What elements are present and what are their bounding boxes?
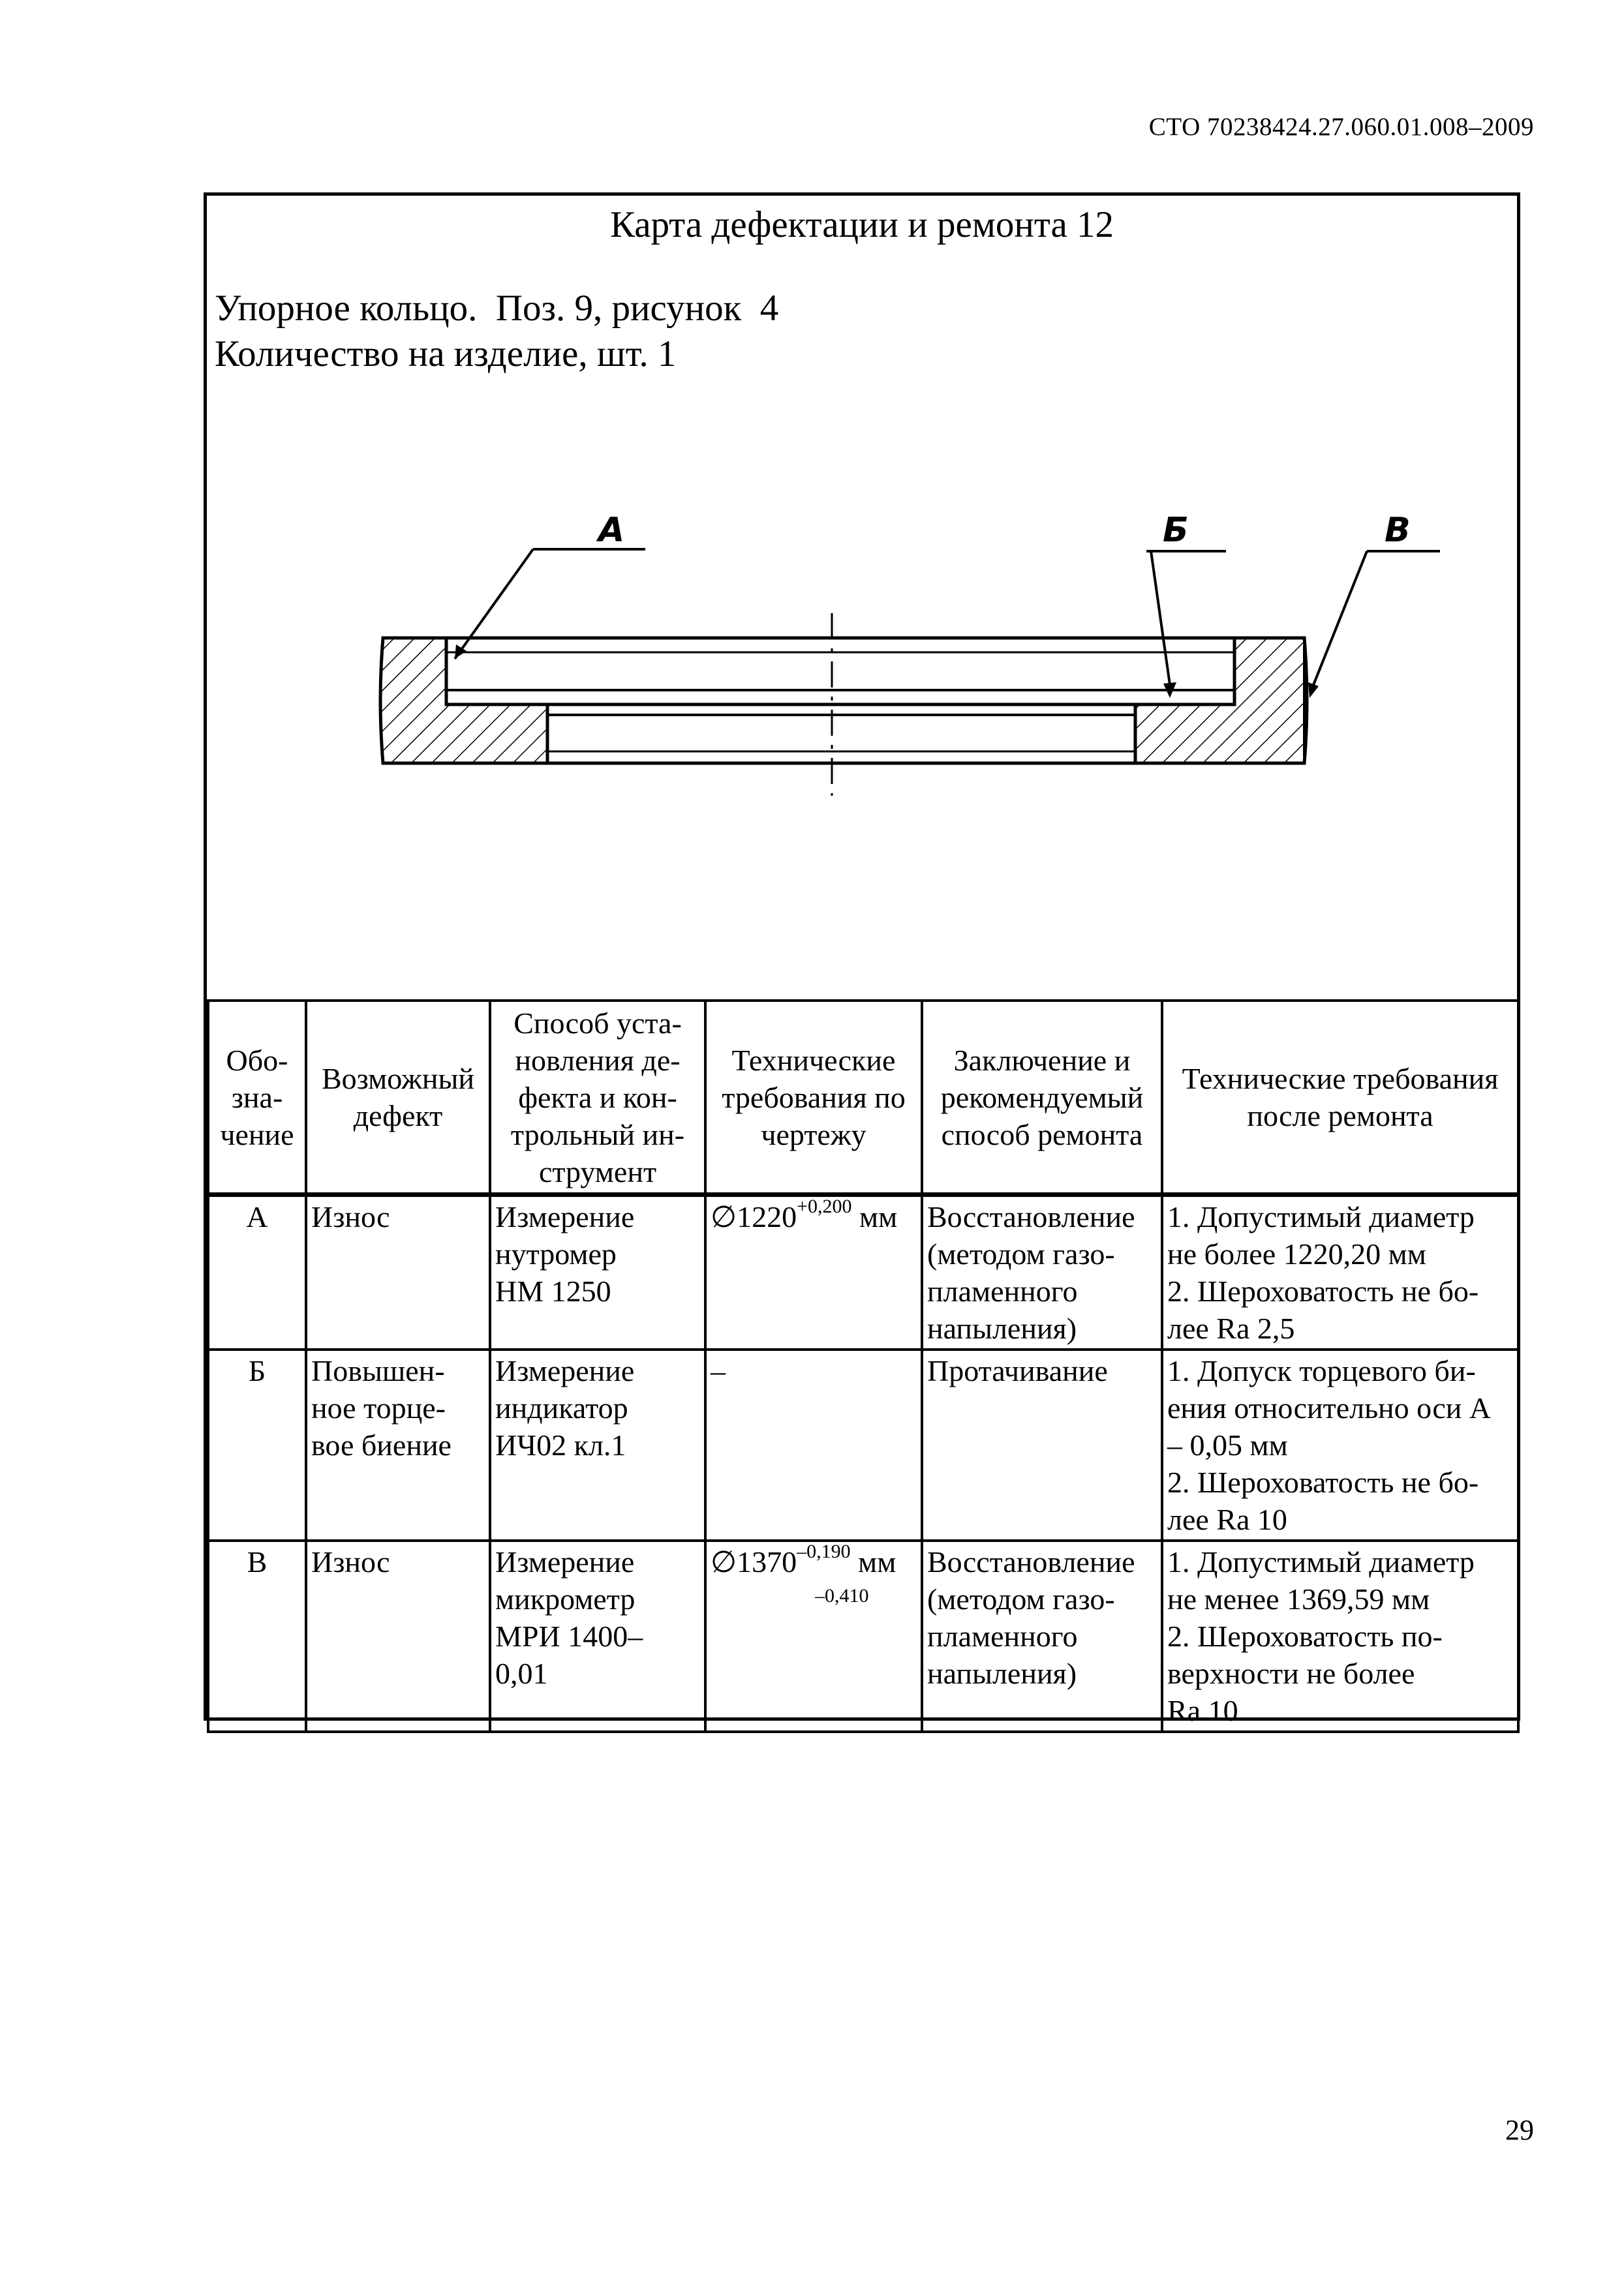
label-b: Б — [1163, 511, 1189, 550]
tolerance-lower: –0,410 — [815, 1585, 869, 1607]
table-row — [208, 1541, 1518, 1732]
cell-drawing-requirement — [705, 1195, 922, 1350]
label-a: А — [598, 511, 625, 550]
header-designation: Обо- зна- чение — [208, 1001, 306, 1195]
quantity-line: Количество на изделие, шт. 1 — [215, 333, 677, 374]
cell-method: Измерение микрометр МРИ 1400– 0,01 — [490, 1541, 705, 1732]
cell-repair: Протачивание — [922, 1350, 1162, 1541]
cell-designation: В — [208, 1541, 306, 1732]
cell-after-repair: 1. Допуск торцевого би- ения относительно оси А – 0,05 мм 2. Шероховатость не бо- лее Ra 10 — [1162, 1350, 1518, 1541]
cell-repair: Восстановление (методом газо- пламенного напыления) — [922, 1195, 1162, 1350]
cell-method: Измерение индикатор ИЧ02 кл.1 — [490, 1350, 705, 1541]
tolerance-upper: –0,190 — [797, 1541, 851, 1562]
defect-card — [204, 192, 1520, 1727]
document-code: СТО 70238424.27.060.01.008–2009 — [1148, 113, 1534, 141]
cell-after-repair: 1. Допустимый диаметр не более 1220,20 мм 2. Шероховатость не бо- лее Ra 2,5 — [1162, 1195, 1518, 1350]
table-row — [208, 1195, 1518, 1350]
part-description: Упорное кольцо. Поз. 9, рисунок 4 — [215, 288, 779, 329]
dimension-value: ∅1220 — [711, 1200, 797, 1233]
cell-repair: Восстановление (методом газо- пламенного напыления) — [922, 1541, 1162, 1732]
table-header-row — [208, 1001, 1518, 1195]
dimension-unit: мм — [858, 1545, 896, 1578]
header-after-repair: Технические требования после ремонта — [1162, 1001, 1518, 1195]
card-title: Карта дефектации и ремонта 12 — [609, 204, 1114, 245]
label-v: В — [1385, 511, 1411, 550]
header-method: Способ уста- новления де- фекта и кон- трольный ин- струмент — [490, 1001, 705, 1195]
dimension-unit: мм — [859, 1200, 898, 1233]
table-row — [208, 1350, 1518, 1541]
right-ring-section — [1135, 638, 1307, 763]
cell-defect: Износ — [306, 1195, 490, 1350]
cell-method: Измерение нутромер НМ 1250 — [490, 1195, 705, 1350]
dimension-value: ∅1370 — [711, 1545, 797, 1578]
cell-defect: Износ — [306, 1541, 490, 1732]
cell-designation: Б — [208, 1350, 306, 1541]
cell-drawing-requirement: – — [705, 1350, 922, 1541]
cell-defect: Повышен- ное торце- вое биение — [306, 1350, 490, 1541]
cell-designation: А — [208, 1195, 306, 1350]
header-repair: Заключение и рекомендуемый способ ремонта — [922, 1001, 1162, 1195]
defects-table — [207, 999, 1520, 1733]
header-defect: Возможный дефект — [306, 1001, 490, 1195]
cell-after-repair: 1. Допустимый диаметр не менее 1369,59 мм 2. Шероховатость по- верхности не более Ra 10 — [1162, 1541, 1518, 1732]
header-drawing-requirements: Технические требования по чертежу — [705, 1001, 922, 1195]
page-number: 29 — [1505, 2114, 1534, 2146]
tolerance-upper: +0,200 — [797, 1196, 852, 1217]
cell-drawing-requirement — [705, 1541, 922, 1732]
left-ring-section — [380, 638, 547, 763]
ring-section-drawing — [207, 196, 1517, 998]
